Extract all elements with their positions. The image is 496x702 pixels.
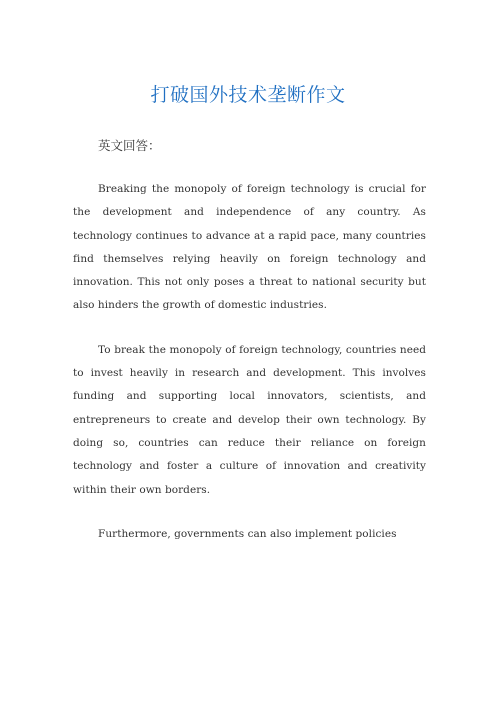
document-body (73, 178, 426, 567)
paragraph-1: Breaking the monopoly of foreign technology is crucial for the development and independence of any country. As technology continues to advance at a rapid pace, many countries find themselves relying heavily on foreign technology and innovation. This not only poses a threat to national security but also hinders the growth of domestic industries. (73, 183, 426, 312)
paragraph-3: Furthermore, governments can also implement policies (98, 527, 397, 540)
document-title: 打破国外技术垄断作文 (150, 84, 346, 106)
section-heading: 英文回答： (98, 138, 161, 153)
paragraph-2: To break the monopoly of foreign technology, countries need to invest heavily in research and development. This involves funding and supporting local innovators, scientists, and entrepreneurs to create and develop their own technology. By doing so, countries can reduce their reliance on foreign technology and foster a culture of innovation and creativity within their own borders. (73, 343, 426, 496)
